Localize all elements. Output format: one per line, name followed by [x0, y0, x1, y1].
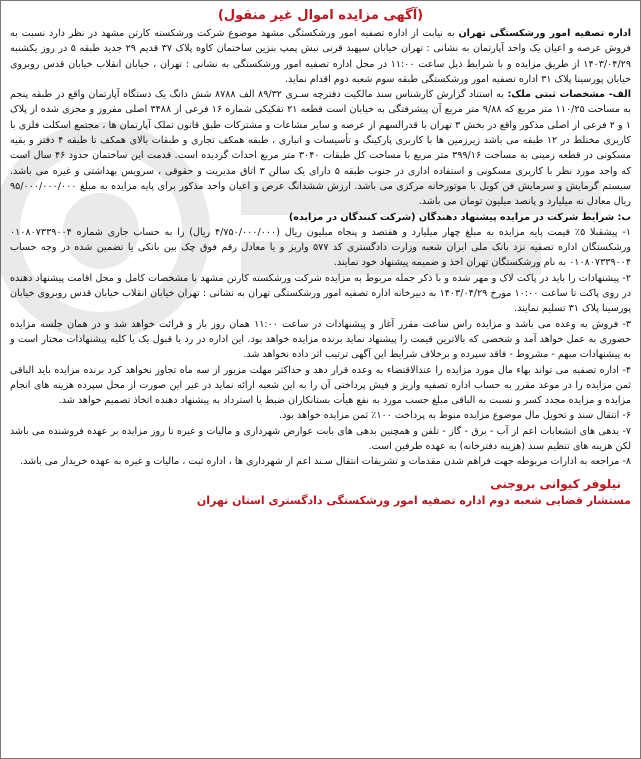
property-specs-text: به استناد گزارش کارشناس سند مالکیت دفترچه سـری ۸۹/۳۲ الف ۸۷۸۸ شش دانگ یک دستگاه آپارتمان واقع در طبقه پنجم به مساحت ۱۱۰/۲۵ متر مربع که ۹/۸۸ متر مربع آن پیشرفتگی به خیابان است قطعه ۲۱ تفکیکی شماره ۱۶ فرعی از ۳۴۸۸ اصلی مفروز و مجزی شده از پلاک ۱ و ۲ فرعی از اصلی مذکور واقع در بخش ۳ تهران با قدرالسهم از عرصه و سایر مشاعات و مشترکات طبق قانون تملک آپارتمان ها ، مجتمع اسکلت فلزی با کاربری مختلط در ۱۲ طبقه می باشد زیرزمین ها با کاربری پارکینگ و تأسیسات و انباری ، طبقه همکف تجاری و طبقات بالای همکف تا طبقه ۴ دفتر و بقیه مسکونی در قطعه زمینی به مساحت ۳۹۹/۱۶ متر مربع با مساحت کل طبقات ۳۰۴۰ متر مربع احداث گردیده است. قدمت این ساختمان حدود ۴۶ سال است که واحد مورد نظر با کاربری مسکونی و استفاده اداری در جنوب طبقه ۵ دارای یک سالن ۳ اتاق مدیریت و حقوقی ، سرویس بهداشتی و غیره می باشد. سیستم گرمایش و سرمایش فن کویل با موتورخانه مرکزی می باشد. ارزش ششدانگ عرص و اعیان واحد مذکور برای پایه مزایده به مبلغ ۹۵/۰۰۰/۰۰۰/۰۰۰ ریال معادل نه میلیارد و پانصد میلیون تومان می باشد.: [10, 89, 632, 208]
condition-item: ۱- پیشقبلا ۵٪ قیمت پایه مزایده به مبلغ چهار میلیارد و هفتصد و پنجاه میلیون ریال (۴/۷۵۰/۰۰۰/۰۰۰ ریال) را به حساب جاری شماره ۰۱۰۸۰۷۳۳۹۰۰۴ ورشکستگان اداره تصفیه نزد بانک ملی ایران شعبه وزارت دادگستری کد ۵۷۷ واریز و یا معادل رقم فوق چک بین بانکی یا تضمین شده در وجه حساب ۰۱۰۸۰۷۳۳۹۰۰۴ به نام ورشکستگان تهران اخذ و ضمیمه پیشنهاد خود نمایند.: [10, 226, 632, 269]
condition-item: ۳- فروش به وعده می باشد و مزایده راس ساعت مقرر آغاز و پیشنهادات در ساعت ۱۱:۰۰ همان روز باز و قرائت خواهد شد و در همان جلسه مزایده حضوری به عمل خواهد آمد و شخصی که بالاترین قیمت را پیشنهاد نماید برنده مزایده خواهد بود. این اداره در رد یا قبول یک یا کلیه پیشنهادات مختار است و به پیشنهادات مبهم - مشروط - فاقد سپرده و برخلاف شرایط این آگهی ترتیب اثر داده نخواهد شد.: [10, 318, 631, 361]
notice-title: (آگهی مزایده اموال غیر منقول): [217, 8, 424, 23]
signature-block: [10, 476, 631, 509]
property-specs-lead: الف- مشخصات ثبتی ملک:: [507, 89, 631, 101]
condition-item: ۲- پیشنهادات را باید در پاکت لاک و مهر شده و با ذکر جمله مربوط به مزایده شرکت ورشکسته کارتن مشهد با مشخصات کامل و محل اقامت پیشنهاد دهنده در روی پاکت تا ساعت ۱۰:۰۰ مورخ ۱۴۰۳/۰۴/۲۹ به دبیرخانه اداره تصفیه امور ورشکستگی تهران به نشانی : تهران خیابان انقلاب خیابان قدس روبروی خیابان پورسینا پلاک ۳۱ تسلیم نمایند.: [10, 272, 631, 315]
property-specs-paragraph: [10, 87, 631, 209]
condition-item: ۸- مراجعه به ادارات مربوطه جهت فراهم شدن مقدمات و تشریفات انتقال سـند اعم از شهرداری ها ، اداره ثبت ، مالیات و غیره به عهده خریدار می باشد.: [20, 456, 631, 468]
signatory-name: نیلوفر کیوانی بروجنی: [490, 476, 621, 491]
intro-paragraph: [10, 26, 631, 87]
intro-text: به نیابت از اداره تصفیه امور ورشکستگی مشهد موضوع شرکت ورشکسته کارتن مشهد در نظر دارد نسبت به فروش عرصه و اعیان یک واحد آپارتمان به نشانی : تهران خیابان سپهبد قرنی نبش پمپ بنزین ساختمان کاوه پلاک ۳۷ قدیم ۲۹ جدید طبقه ۵ در روز یکشنبه ۱۴۰۳/۰۴/۲۹ از طریق مزایده و با شرایط ذیل ساعت ۱۱:۰۰ در محل اداره تصفیه امور ورشکستگی به نشانی : تهران ، خیابان انقلاب خیابان قدس روبروی خیابان پورسینا پلاک ۳۱ اداره تصفیه امور ورشکستگی طبقه سوم شعبه دوم اقدام نماید.: [10, 28, 631, 85]
signatory-title: مستشار قضایی شعبه دوم اداره تصفیه امور ورشکستگی دادگستری استان تهران: [196, 493, 631, 507]
conditions-heading: ب: شرایط شرکت در مزایده پیشنهاد دهندگان (شرکت کنندگان در مزایده): [288, 211, 631, 223]
condition-item: ۴- اداره تصفیه می تواند بهاء مال مورد مزایده را عندالاقتضاء به وعده قرار دهد و حداکثر مهلت مزبور از سه ماه تجاوز نخواهد کرد برنده مزایده باید الباقی ثمن مزایده را در موعد مقرر به حساب اداره تصفیه واریز و فیش پرداختی آن را به این شعبه ارائه نماید در غیر این صورت از محل سپرده هزینه های انجام مزایده و مزایده مجدد کسر و نسبت به الباقی مبلغ حسب مورد به نفع هیأت بستانکاران ضبط یا استرداد به پیشنهاد دهنده اتخاذ تصمیم خواهد شد.: [10, 364, 631, 407]
intro-lead: اداره تصفیه امور ورشکستگی تهران: [458, 28, 631, 39]
condition-item: ۷- بدهی های انشعابات اعم از آب - برق - گاز - تلفن و همچنین بدهی های بابت عوارض شهرداری و مالیات و غیره تا روز مزایده بر عهده فروشنده می باشد لکن هزینه های تنظیم سند (هزینه دفترخانه) به عهده طرفین است.: [10, 425, 631, 453]
condition-item: ۶- انتقال سند و تحویل مال موضوع مزایده منوط به پرداخت ۱۰۰٪ ثمن مزایده خواهد بود.: [279, 410, 631, 422]
